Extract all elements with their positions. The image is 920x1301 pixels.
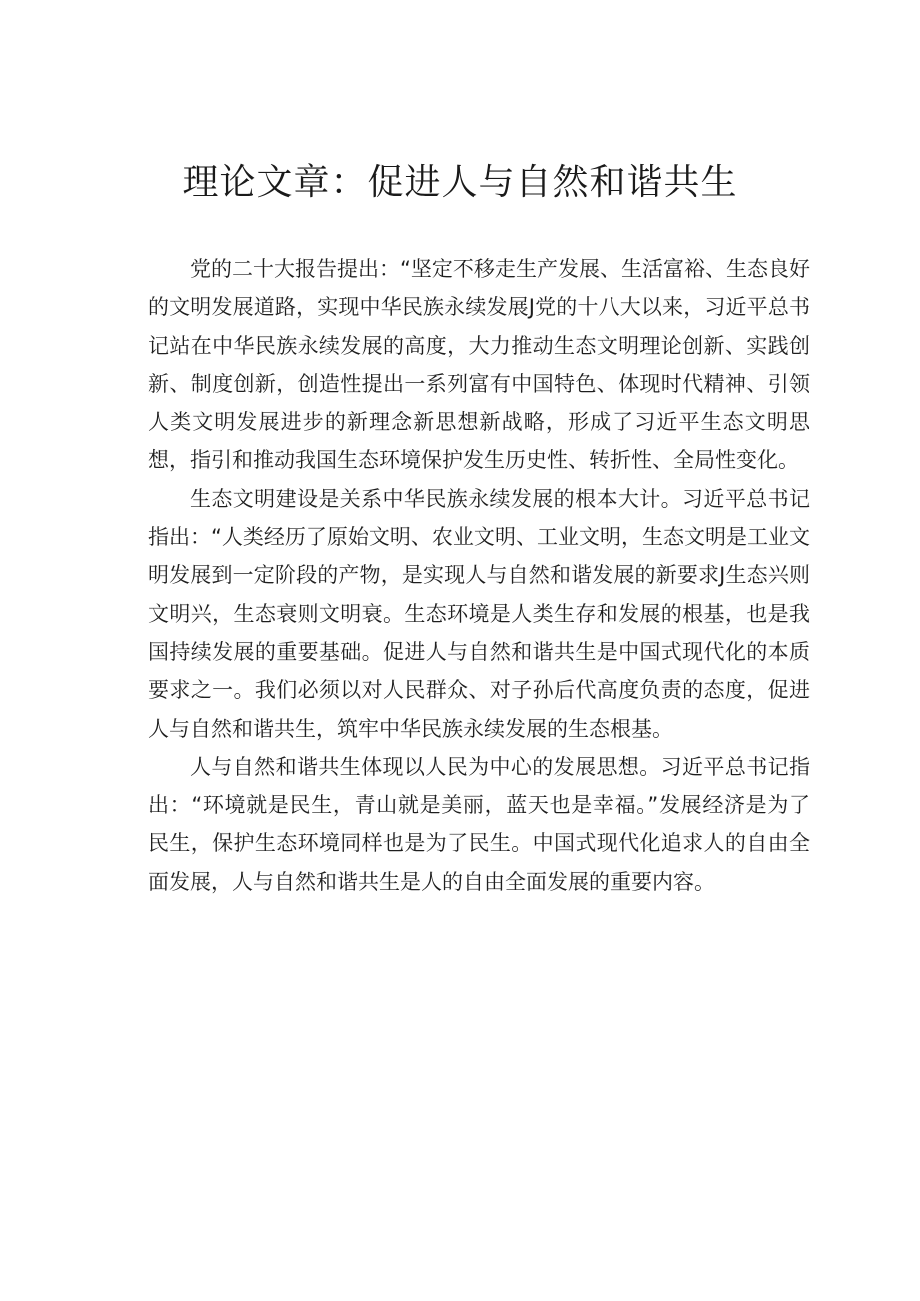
paragraph: 人与自然和谐共生体现以人民为中心的发展思想。习近平总书记指出：“环境就是民生，青山就是美丽，蓝天也是幸福。”发展经济是为了民生，保护生态环境同样也是为了民生。中国式现代化追求人的自由全面发展，人与自然和谐共生是人的自由全面发展的重要内容。 <box>148 754 810 894</box>
document-body <box>148 250 810 901</box>
paragraph: 生态文明建设是关系中华民族永续发展的根本大计。习近平总书记指出：“人类经历了原始文明、农业文明、工业文明，生态文明是工业文明发展到一定阶段的产物，是实现人与自然和谐发展的新要求J生态兴则文明兴，生态衰则文明衰。生态环境是人类生存和发展的根基，也是我国持续发展的重要基础。促进人与自然和谐共生是中国式现代化的本质要求之一。我们必须以对人民群众、对子孙后代高度负责的态度，促进人与自然和谐共生，筑牢中华民族永续发展的生态根基。 <box>148 486 810 741</box>
paragraph: 党的二十大报告提出：“坚定不移走生产发展、生活富裕、生态良好的文明发展道路，实现中华民族永续发展J党的十八大以来，习近平总书记站在中华民族永续发展的高度，大力推动生态文明理论创新、实践创新、制度创新，创造性提出一系列富有中国特色、体现时代精神、引领人类文明发展进步的新理念新思想新战略，形成了习近平生态文明思想，指引和推动我国生态环境保护发生历史性、转折性、全局性变化。 <box>148 257 810 473</box>
document-title: 理论文章：促进人与自然和谐共生 <box>182 162 738 203</box>
